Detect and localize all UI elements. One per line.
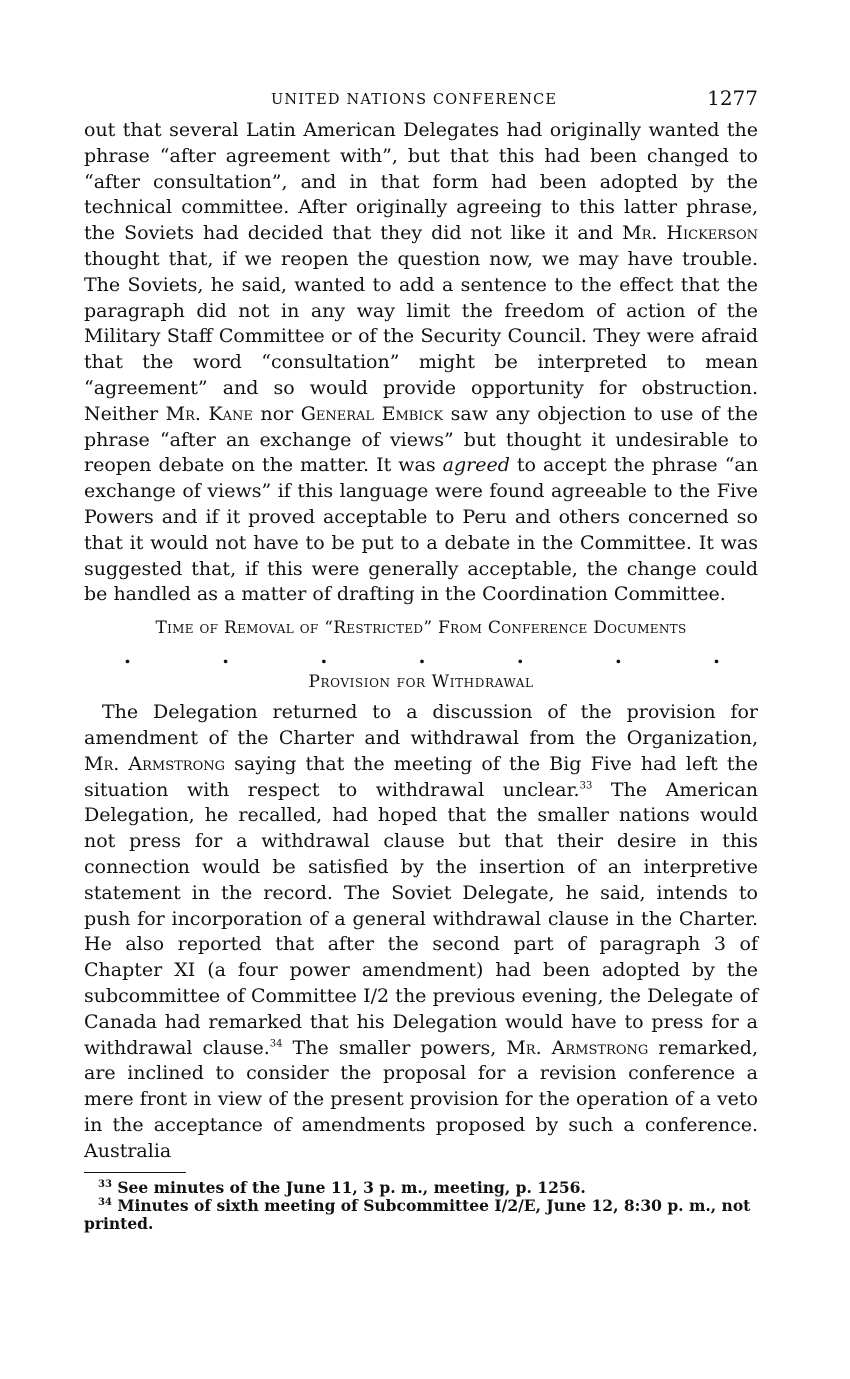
ellipsis-row [84, 640, 758, 672]
ellipsis-dot: . [418, 644, 426, 669]
footnote-text: See minutes of the June 11, 3 p. m., meeting, p. 1256. [111, 1178, 586, 1198]
ellipsis-dot: . [320, 644, 328, 669]
footnote [84, 1179, 758, 1197]
person-name: General Embick [300, 402, 444, 425]
footnote-rule [84, 1172, 186, 1173]
footnote-ref[interactable]: 33 [579, 780, 593, 792]
footnote-ref[interactable]: 34 [269, 1038, 283, 1050]
person-name: Mr. Armstrong [506, 1036, 649, 1059]
ellipsis-dot: . [222, 644, 230, 669]
text-run: thought that, if we reopen the question now, we may have trouble. The Soviets, he said, wanted to add a sentence to the effect that the paragraph did not in any way limit the freedom of action of the Military Staff Committee or of the Security Council. They were afraid that the word “consultation” might be interpreted to mean “agreement” and so would provide opportunity for obstruction. Neither [84, 247, 758, 425]
person-name: Mr. Kane [165, 402, 253, 425]
document-page [84, 86, 758, 1233]
text-run: The Delegation returned to a discussion of the provision for amendment of the Charter and withdrawal from the Organization, [84, 701, 758, 749]
text-run: to accept the phrase “an exchange of views” if this language were found agreeable to the Five Powers and if it proved acceptable to Peru and others concerned so that it would not have to be put to a debate in the Committee. It was suggested that, if this were generally acceptable, the change could be handled as a matter of drafting in the Coordination Committee. [84, 454, 758, 606]
page-header [84, 86, 758, 118]
emphasis: agreed [442, 454, 510, 477]
person-name: Mr. Hickerson [622, 222, 758, 245]
ellipsis-dot: . [713, 644, 720, 669]
text-run: nor [252, 402, 301, 425]
paragraph [84, 700, 758, 1164]
paragraph-continued [84, 118, 758, 608]
text-run: The smaller powers, [282, 1036, 507, 1059]
text-run: saying that the meeting of the Big Five had left the situation with respect to withdrawal unclear. [84, 752, 758, 801]
page-number: 1277 [707, 86, 758, 110]
person-name: Mr. Armstrong [84, 752, 225, 775]
footnote-mark: 34 [98, 1197, 112, 1209]
text-run: The American Delegation, he recalled, had hoped that the smaller nations would not press for a withdrawal clause but that their desire in this connection would be satisfied by the insertion of an interpretive statement in the record. The Soviet Delegate, he said, intends to push for incorporation of a general withdrawal clause in the Charter. He also reported that after the second part of paragraph 3 of Chapter XI (a four power amendment) had been adopted by the subcommittee of Committee I/2 the previous evening, the Delegate of Canada had remarked that his Delegation would have to press for a withdrawal clause. [84, 778, 758, 1059]
ellipsis-dot: . [614, 644, 622, 669]
text-run: saw any objection to use of the phrase “after an exchange of views” but thought it undesirable to reopen debate on the matter. It was [84, 402, 759, 477]
ellipsis-dot: . [516, 644, 524, 669]
text-run: remarked, are inclined to consider the proposal for a revision conference a mere front in view of the present provision for the operation of a veto in the acceptance of amendments proposed by such a conference. Australia [84, 1036, 758, 1162]
section-heading: Provision for Withdrawal [308, 672, 534, 693]
text-run: out that several Latin American Delegates had originally wanted the phrase “after agreement with”, but that this had been changed to “after consultation”, and in that form had been adopted by the technical committee. After originally agreeing to this latter phrase, the Soviets had decided that they did not like it and [84, 119, 758, 245]
footnote-text: Minutes of sixth meeting of Subcommittee I/2/E, June 12, 8:30 p. m., not printed. [84, 1196, 751, 1234]
ellipsis-dot: . [124, 644, 131, 669]
footnote-mark: 33 [98, 1179, 112, 1191]
footnote [84, 1197, 758, 1233]
section-heading: Time of Removal of “Restricted” From Conference Documents [155, 618, 687, 639]
running-title: UNITED NATIONS CONFERENCE [271, 92, 558, 108]
